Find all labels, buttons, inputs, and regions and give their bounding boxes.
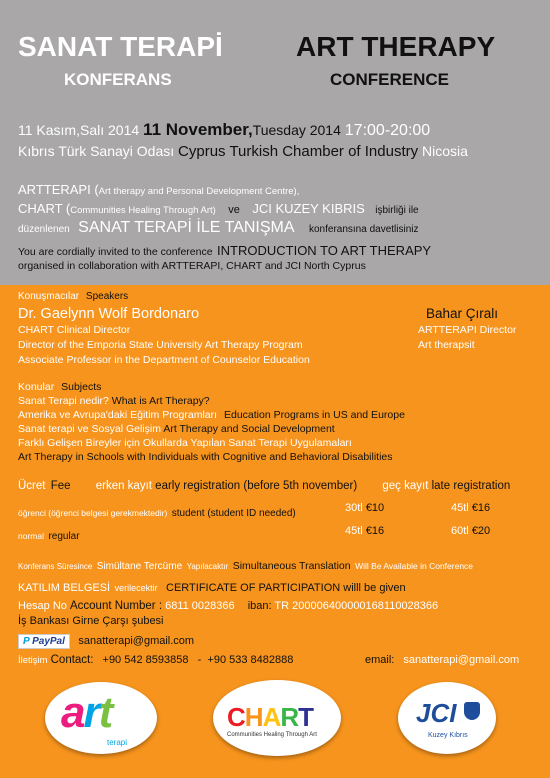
- fees-normal-early: 45tl €16: [345, 525, 385, 537]
- date-en-rest: Tuesday 2014: [252, 122, 341, 138]
- fees-normal-label: normal regular: [18, 531, 80, 542]
- paypal-email[interactable]: sanatterapi@gmail.com: [78, 635, 195, 647]
- bank-name: İş Bankası Girne Çarşı şubesi: [18, 615, 164, 627]
- title-en: ART THERAPY: [296, 31, 496, 62]
- paypal-icon: P: [23, 636, 30, 647]
- intro-line-3: düzenlenen SANAT TERAPİ İLE TANIŞMA konferansına davetlisiniz: [18, 219, 419, 236]
- subject-3: Sanat terapi ve Sosyal Gelişim Art Therapy and Social Development: [18, 423, 335, 435]
- subject-4: Farklı Gelişen Bireyler için Okullarda Yapılan Sanat Terapi Uygulamaları: [18, 437, 352, 449]
- contact-line: İletişim Contact: +90 542 8593858 - +90 533 8482888: [18, 654, 294, 666]
- speaker-2-name: Bahar Çıralı: [426, 306, 499, 321]
- date-line: [18, 120, 430, 140]
- subject-2: Amerika ve Avrupa'daki Eğitim Programları Education Programs in US and Europe: [18, 409, 405, 421]
- speaker-2-line-2: Art therapsit: [418, 339, 475, 351]
- translation-line: Konferans Süresince Simültane Tercüme Yapılacaktır Simultaneous Translation Will Be Available in Conference: [18, 560, 474, 572]
- subtitle-tr: KONFERANS: [64, 70, 172, 89]
- venue-line: [18, 143, 468, 160]
- speaker-2-line-1: ARTTERAPI Director: [418, 324, 517, 336]
- subject-1: Sanat Terapi nedir? What is Art Therapy?: [18, 395, 210, 407]
- fees-header: Ücret Fee erken kayıt early registration (before 5th november) geç kayıt late registration: [18, 480, 511, 492]
- date-tr: 11 Kasım,Salı 2014: [18, 122, 140, 138]
- time: 17:00-20:00: [344, 122, 431, 139]
- title-tr: SANAT TERAPİ: [18, 31, 223, 62]
- subject-5: Art Therapy in Schools with Individuals with Cognitive and Behavioral Disabilities: [18, 451, 393, 463]
- speaker-1-name: Dr. Gaelynn Wolf Bordonaro: [18, 306, 200, 322]
- chart-logo: [213, 680, 341, 756]
- speakers-label: Konuşmacılar Speakers: [18, 291, 129, 302]
- speaker-1-line-3: Associate Professor in the Department of Counselor Education: [18, 354, 310, 366]
- art-logo-text: art: [61, 688, 112, 737]
- intro-line-5: organised in collaboration with ARTTERAPI, CHART and JCI North Cyprus: [18, 260, 366, 272]
- speaker-1-line-1: CHART Clinical Director: [18, 324, 131, 336]
- certificate-line: KATILIM BELGESİ verilecektir CERTIFICATE OF PARTICIPATION willl be given: [18, 582, 406, 594]
- paypal-line: [18, 631, 194, 649]
- fees-student-early: 30tl €10: [345, 502, 385, 514]
- intro-line-4: You are cordially invited to the conference INTRODUCTION TO ART THERAPY: [18, 243, 432, 258]
- chart-logo-sub: Communities Healing Through Art: [227, 732, 317, 738]
- fees-student-late: 45tl €16: [451, 502, 491, 514]
- speaker-1-line-2: Director of the Emporia State University Art Therapy Program: [18, 339, 303, 351]
- contact-email[interactable]: sanatterapi@gmail.com: [403, 654, 520, 666]
- bank-line: Hesap No Account Number : 6811 0028366 iban: TR 200006400000168110028366: [18, 600, 439, 612]
- fees-normal-late: 60tl €20: [451, 525, 491, 537]
- subtitle-en: CONFERENCE: [330, 70, 450, 89]
- chart-logo-text: CHART: [227, 702, 314, 732]
- paypal-logo: P PayPal: [18, 634, 70, 649]
- contact-phones: +90 542 8593858 - +90 533 8482888: [102, 654, 294, 666]
- jci-logo-text: JCI: [416, 698, 457, 728]
- venue-city: Nicosia: [422, 143, 468, 159]
- artterapi-logo: [45, 682, 157, 754]
- fees-student-label: öğrenci (öğrenci belgesi gerekmektedir) student (student ID needed): [18, 508, 296, 519]
- subjects-label: Konular Subjects: [18, 381, 102, 393]
- shield-icon: [464, 702, 480, 720]
- date-en: 11 November,: [143, 120, 253, 139]
- jci-logo-sub: Kuzey Kıbrıs: [428, 732, 468, 739]
- venue-tr: Kıbrıs Türk Sanayi Odası: [18, 143, 175, 159]
- contact-email-line: email: sanatterapi@gmail.com: [365, 654, 520, 666]
- venue-en: Cyprus Turkish Chamber of Industry: [178, 143, 419, 160]
- intro-line-2: CHART (Communities Healing Through Art) ve JCI KUZEY KIBRIS işbirliği ile: [18, 201, 419, 216]
- intro-line-1: ARTTERAPI (Art therapy and Personal Development Centre),: [18, 182, 300, 197]
- jci-logo: [398, 682, 496, 754]
- art-logo-sub: terapi: [107, 738, 128, 747]
